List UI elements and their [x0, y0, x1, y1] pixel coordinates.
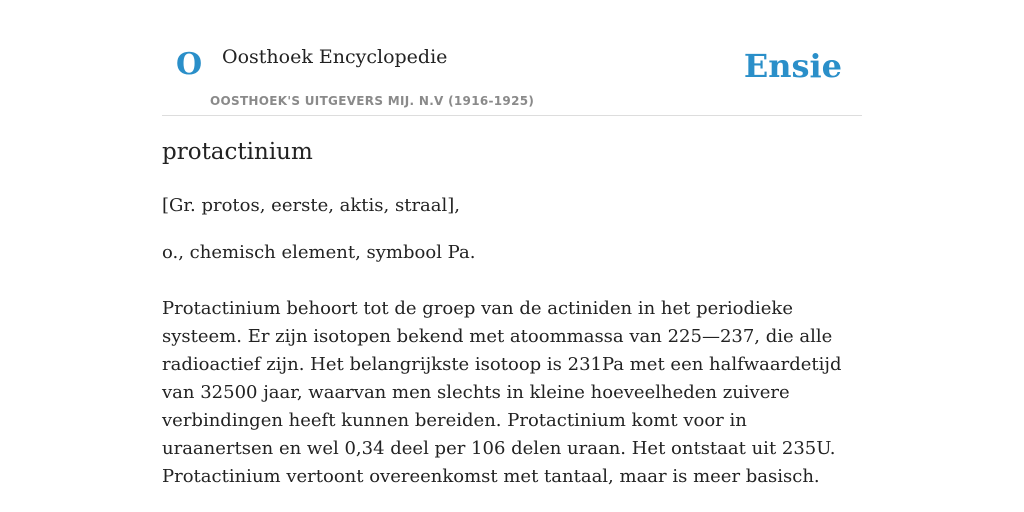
- brand-logo-link[interactable]: Ensie: [743, 47, 842, 85]
- site-title[interactable]: Oosthoek Encyclopedie: [222, 46, 448, 68]
- article-definition: o., chemisch element, symbool Pa.: [162, 242, 476, 263]
- logo-letter[interactable]: O: [176, 47, 203, 82]
- site-header: [162, 0, 862, 116]
- page-container: [162, 0, 862, 487]
- article-etymology: [Gr. protos, eerste, aktis, straal],: [162, 195, 461, 216]
- article-body: Protactinium behoort tot de groep van de actiniden in het periodieke systeem. Er zijn isotopen bekend met atoommassa van 225—237, die alle radioactief zijn. Het belangrijkste isotoop is 231Pa met een halfwaardetijd van 32500 jaar, waarvan men slechts in kleine hoeveelheden zuivere verbindingen heeft kunnen bereiden. Protactinium komt voor in uraanertsen en wel 0,34 deel per 106 delen uraan. Het ontstaat uit 235U. Protactinium vertoont overeenkomst met tantaal, maar is meer basisch.: [162, 298, 842, 487]
- article-headword: protactinium: [162, 139, 313, 165]
- publisher-label: OOSTHOEK'S UITGEVERS MIJ. N.V (1916-1925): [210, 94, 535, 108]
